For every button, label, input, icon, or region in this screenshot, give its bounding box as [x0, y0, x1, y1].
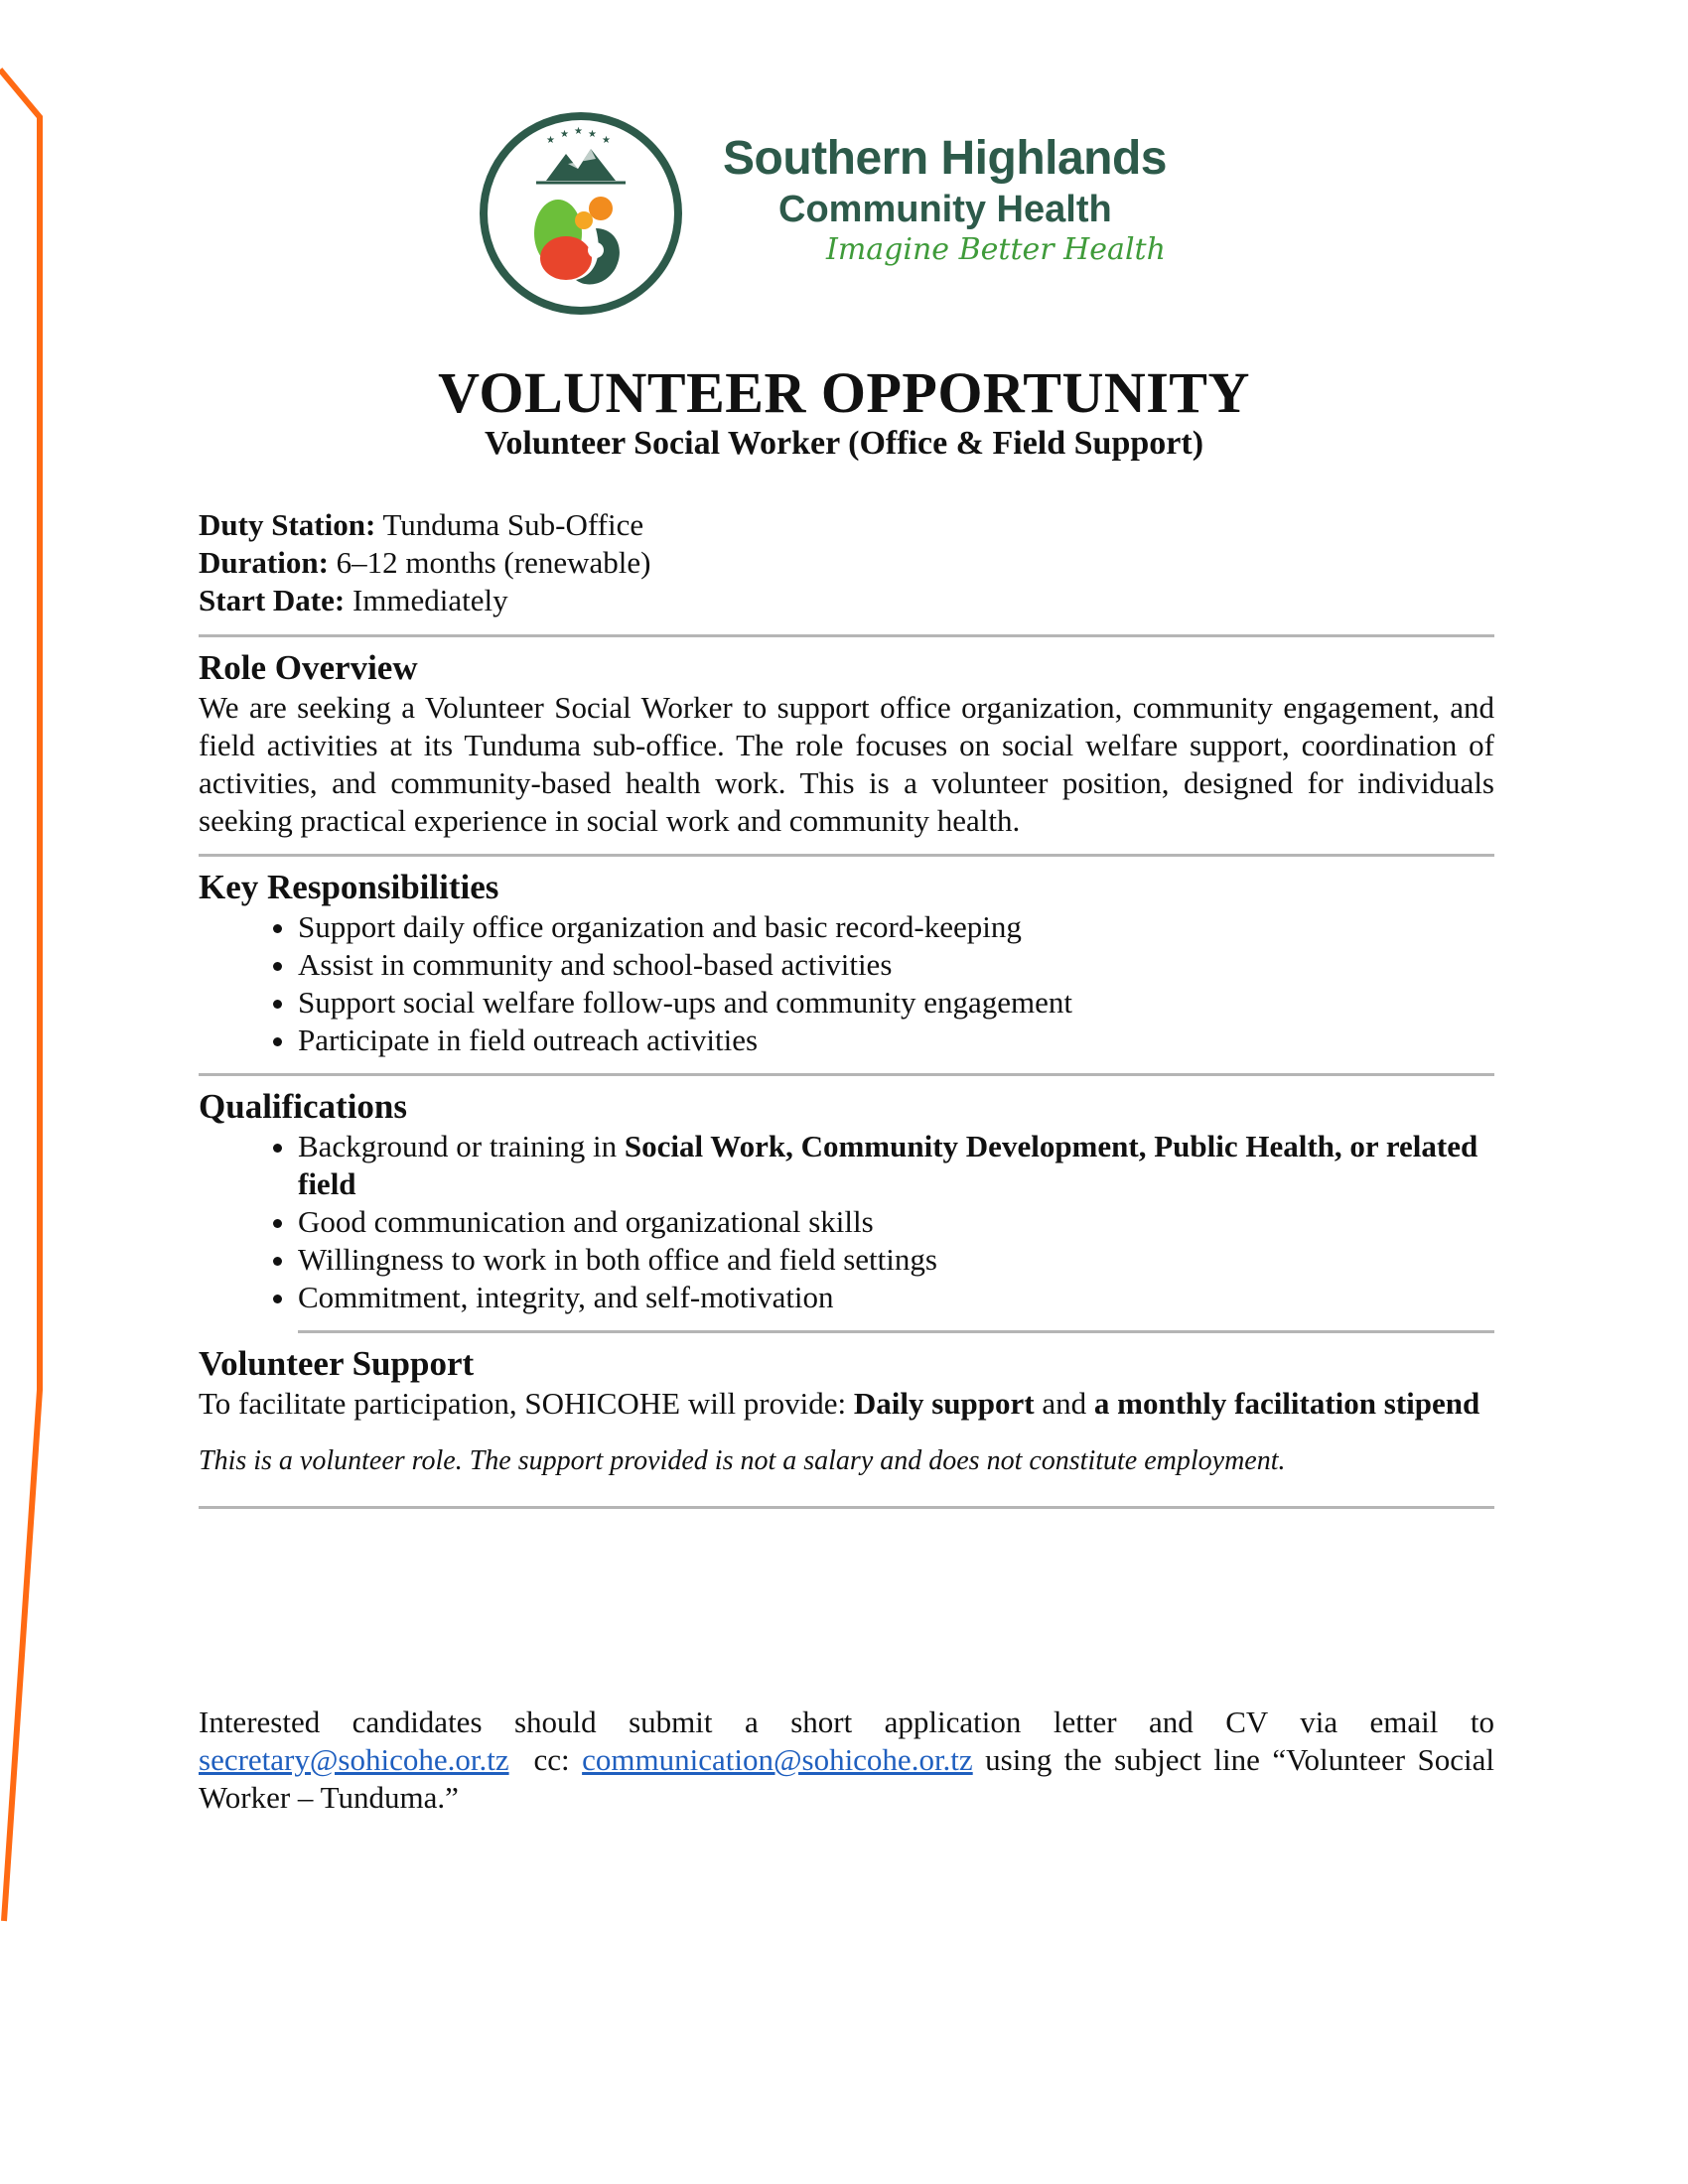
- divider: [199, 634, 1494, 637]
- duty-station-value: Tunduma Sub-Office: [375, 507, 644, 542]
- list-item: • Participate in field outreach activities: [298, 1022, 1494, 1059]
- logo-tagline: Imagine Better Health: [826, 232, 1166, 267]
- role-overview-heading: Role Overview: [199, 648, 418, 687]
- apply-cc: cc:: [508, 1742, 583, 1777]
- support-and: and: [1034, 1386, 1094, 1421]
- qualifications-list: [199, 1128, 1494, 1316]
- meta-block: [199, 506, 1494, 619]
- divider: [298, 1330, 1494, 1333]
- page-title: VOLUNTEER OPPORTUNITY: [438, 360, 1250, 425]
- disclaimer-note: This is a volunteer role. The support provided is not a salary and does not constitute employment.: [199, 1445, 1286, 1476]
- duration: [199, 544, 1494, 582]
- application-instructions: [199, 1704, 1494, 1817]
- svg-text:★: ★: [560, 129, 569, 140]
- responsibilities-heading: Key Responsibilities: [199, 868, 499, 906]
- secretary-email-link[interactable]: secretary@sohicohe.or.tz: [199, 1742, 509, 1777]
- duration-value: 6–12 months (renewable): [328, 545, 651, 580]
- logo-emblem-icon: [477, 109, 685, 318]
- list-item: • Good communication and organizational skills: [298, 1203, 1494, 1241]
- qualification-fields: Social Work, Community Development, Public Health, or related field: [298, 1129, 1478, 1201]
- apply-text-1: Interested candidates should submit a short application letter and CV via email to: [199, 1705, 1494, 1739]
- logo-subtitle: Community Health: [778, 189, 1112, 230]
- list-item: • Assist in community and school-based activities: [298, 946, 1494, 984]
- duty-station-label: Duty Station:: [199, 507, 376, 542]
- divider: [199, 1506, 1494, 1509]
- support-heading: Volunteer Support: [199, 1344, 475, 1383]
- list-item: • Commitment, integrity, and self-motivation: [298, 1279, 1494, 1316]
- organization-logo: [477, 109, 1231, 318]
- duration-label: Duration:: [199, 545, 329, 580]
- list-item: [298, 1128, 1494, 1203]
- svg-text:★: ★: [588, 129, 597, 140]
- page-subtitle: Volunteer Social Worker (Office & Field Support): [484, 425, 1204, 462]
- orange-border-frame: [0, 0, 60, 1946]
- role-overview-text: We are seeking a Volunteer Social Worker to support office organization, community engagement, and field activities at its Tunduma sub-office. The role focuses on social welfare support, coordination of activities, and community-based health work. This is a volunteer position, designed for individuals seeking practical experience in social work and community health.: [199, 690, 1494, 838]
- support-text: [199, 1385, 1494, 1423]
- list-item: • Support social welfare follow-ups and community engagement: [298, 984, 1494, 1022]
- logo-title: Southern Highlands: [723, 132, 1167, 185]
- start-date-value: Immediately: [345, 583, 508, 617]
- document-body: [199, 506, 1494, 1817]
- support-prefix: To facilitate participation, SOHICOHE will provide:: [199, 1386, 854, 1421]
- divider: [199, 1073, 1494, 1076]
- responsibilities-list: [199, 908, 1494, 1059]
- duty-station: [199, 506, 1494, 544]
- divider: [199, 854, 1494, 857]
- list-item: • Willingness to work in both office and field settings: [298, 1241, 1494, 1279]
- support-stipend: a monthly facilitation stipend: [1093, 1386, 1480, 1421]
- communication-email-link[interactable]: communication@sohicohe.or.tz: [582, 1742, 973, 1777]
- qualification-prefix: Background or training in: [298, 1129, 625, 1163]
- start-date: [199, 582, 1494, 619]
- list-item: • Support daily office organization and basic record-keeping: [298, 908, 1494, 946]
- svg-text:★: ★: [546, 135, 555, 146]
- start-date-label: Start Date:: [199, 583, 346, 617]
- support-daily: Daily support: [853, 1386, 1035, 1421]
- svg-text:★: ★: [602, 135, 611, 146]
- qualifications-heading: Qualifications: [199, 1087, 408, 1126]
- svg-text:★: ★: [574, 126, 583, 137]
- apply-text-2: using the subject line “Volunteer Social Worker – Tunduma.”: [199, 1742, 1494, 1815]
